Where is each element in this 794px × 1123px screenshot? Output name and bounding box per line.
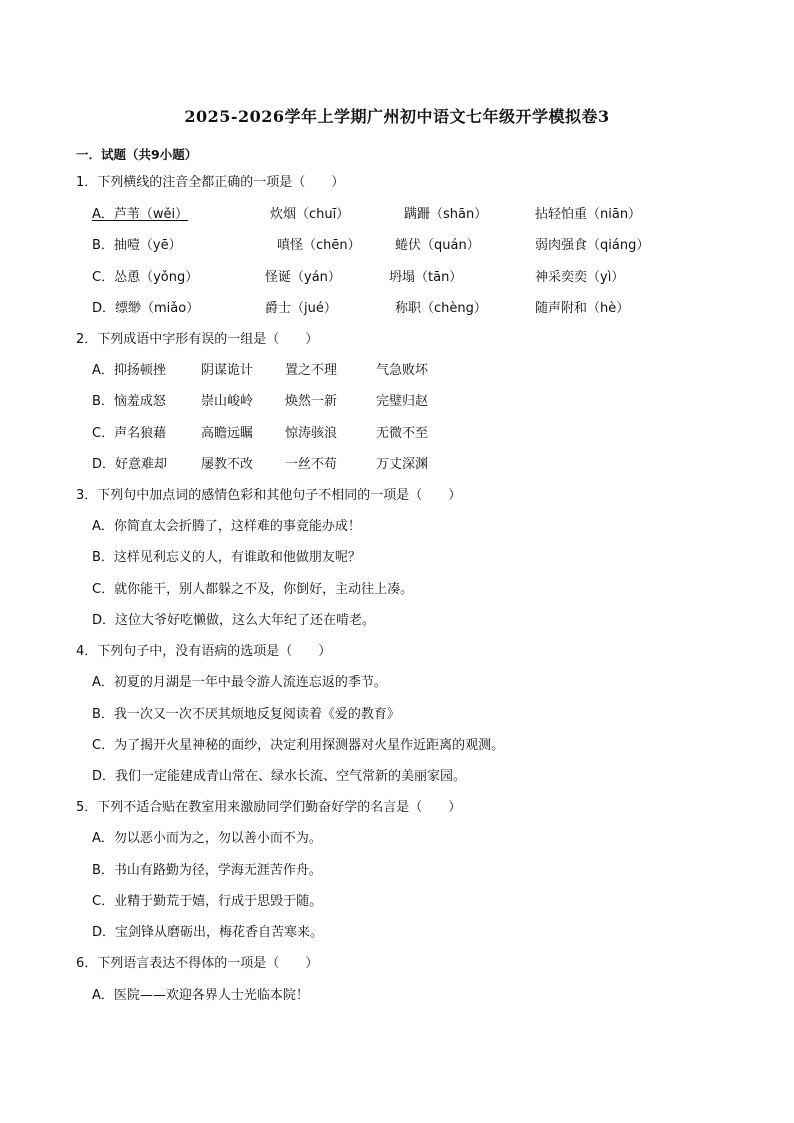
question-2-stem: 2．下列成语中字形有误的一组是（ ）	[76, 332, 319, 347]
q2-b-1: B．恼羞成怒	[92, 394, 166, 409]
q2-a-4: 气急败坏	[376, 363, 429, 378]
q2-b-2: 崇山峻岭	[201, 394, 254, 409]
question-4-stem: 4．下列句子中，没有语病的选项是（ ）	[76, 644, 332, 659]
question-3-stem: 3．下列句中加点词的感情色彩和其他句子不相同的一项是（ ）	[76, 488, 462, 503]
question-1-stem: 1．下列横线的注音全都正确的一项是（ ）	[76, 175, 345, 190]
q2-d-3: 一丝不苟	[285, 457, 338, 472]
q2-row-d	[0, 456, 794, 474]
q2-c-2: 高瞻远瞩	[201, 426, 254, 441]
q2-c-3: 惊涛骇浪	[285, 426, 338, 441]
q1-b-3: 蜷伏（quán）	[395, 238, 480, 253]
q1-d-2: 爵士（jué）	[265, 301, 337, 316]
q2-a-2: 阴谋诡计	[201, 363, 254, 378]
q1-row-b	[0, 237, 794, 255]
q5-option-c: C．业精于勤荒于嬉，行成于思毁于随。	[92, 894, 323, 909]
q1-c-3: 坍塌（tān）	[389, 270, 463, 285]
q2-b-4: 完璧归赵	[376, 394, 429, 409]
question-6-stem: 6．下列语言表达不得体的一项是（ ）	[76, 956, 319, 971]
q1-a-4: 拈轻怕重（niān）	[535, 207, 642, 222]
q2-d-4: 万丈深渊	[376, 457, 429, 472]
q2-a-1: A．抑扬顿挫	[92, 363, 166, 378]
q2-d-1: D．好意难却	[92, 457, 168, 472]
q2-c-1: C．声名狼藉	[92, 426, 167, 441]
q2-c-4: 无微不至	[376, 426, 429, 441]
q1-d-4: 随声附和（hè）	[535, 301, 630, 316]
q1-a-2: 炊烟（chuī）	[270, 207, 350, 222]
q1-row-d	[0, 300, 794, 318]
q1-d-3: 称职（chèng）	[395, 301, 487, 316]
question-5-stem: 5．下列不适合贴在教室用来激励同学们勤奋好学的名言是（ ）	[76, 800, 462, 815]
page-title: 2025-2026学年上学期广州初中语文七年级开学模拟卷3	[184, 107, 610, 126]
q1-c-4: 神采奕奕（yì）	[535, 270, 625, 285]
q1-a-1: A．芦苇（wěi）	[92, 207, 189, 222]
q2-b-3: 焕然一新	[285, 394, 338, 409]
q4-option-d: D．我们一定能建成青山常在、绿水长流、空气常新的美丽家园。	[92, 769, 467, 784]
q1-b-2: 嗔怪（chēn）	[277, 238, 361, 253]
q3-option-b: B．这样见利忘义的人，有谁敢和他做朋友呢？	[92, 550, 361, 565]
q1-b-4: 弱肉强食（qiáng）	[535, 238, 650, 253]
q4-option-a: A．初夏的月湖是一年中最令游人流连忘返的季节。	[92, 675, 387, 690]
section-heading: 一．试题（共9小题）	[76, 147, 198, 162]
q1-row-c	[0, 269, 794, 287]
q2-d-2: 屡教不改	[201, 457, 254, 472]
q2-row-a	[0, 362, 794, 380]
q3-option-a: A．你简直太会折腾了，这样难的事竟能办成！	[92, 519, 361, 534]
q3-option-d: D．这位大爷好吃懒做，这么大年纪了还在啃老。	[92, 613, 376, 628]
q5-option-a: A．勿以恶小而为之，勿以善小而不为。	[92, 831, 322, 846]
q1-d-1: D．缥缈（miǎo）	[92, 301, 200, 316]
q1-b-1: B．抽噎（yē）	[92, 238, 182, 253]
q5-option-d: D．宝剑锋从磨砺出，梅花香自苦寒来。	[92, 925, 324, 940]
q1-c-1: C．怂恿（yǒng）	[92, 270, 199, 285]
q6-option-a: A．医院——欢迎各界人士光临本院！	[92, 988, 309, 1003]
q2-row-b	[0, 393, 794, 411]
q3-option-c: C．就你能干，别人都躲之不及，你倒好，主动往上凑。	[92, 582, 414, 597]
q5-option-b: B．书山有路勤为径，学海无涯苦作舟。	[92, 863, 322, 878]
q4-option-c: C．为了揭开火星神秘的面纱，决定利用探测器对火星作近距离的观测。	[92, 738, 505, 753]
q1-c-2: 怪诞（yán）	[265, 270, 341, 285]
q2-row-c	[0, 425, 794, 443]
q2-a-3: 置之不理	[285, 363, 338, 378]
q1-row-a	[0, 206, 794, 224]
q4-option-b: B．我一次又一次不厌其烦地反复阅读着《爱的教育》	[92, 707, 400, 722]
q1-a-3: 蹒跚（shān）	[404, 207, 488, 222]
